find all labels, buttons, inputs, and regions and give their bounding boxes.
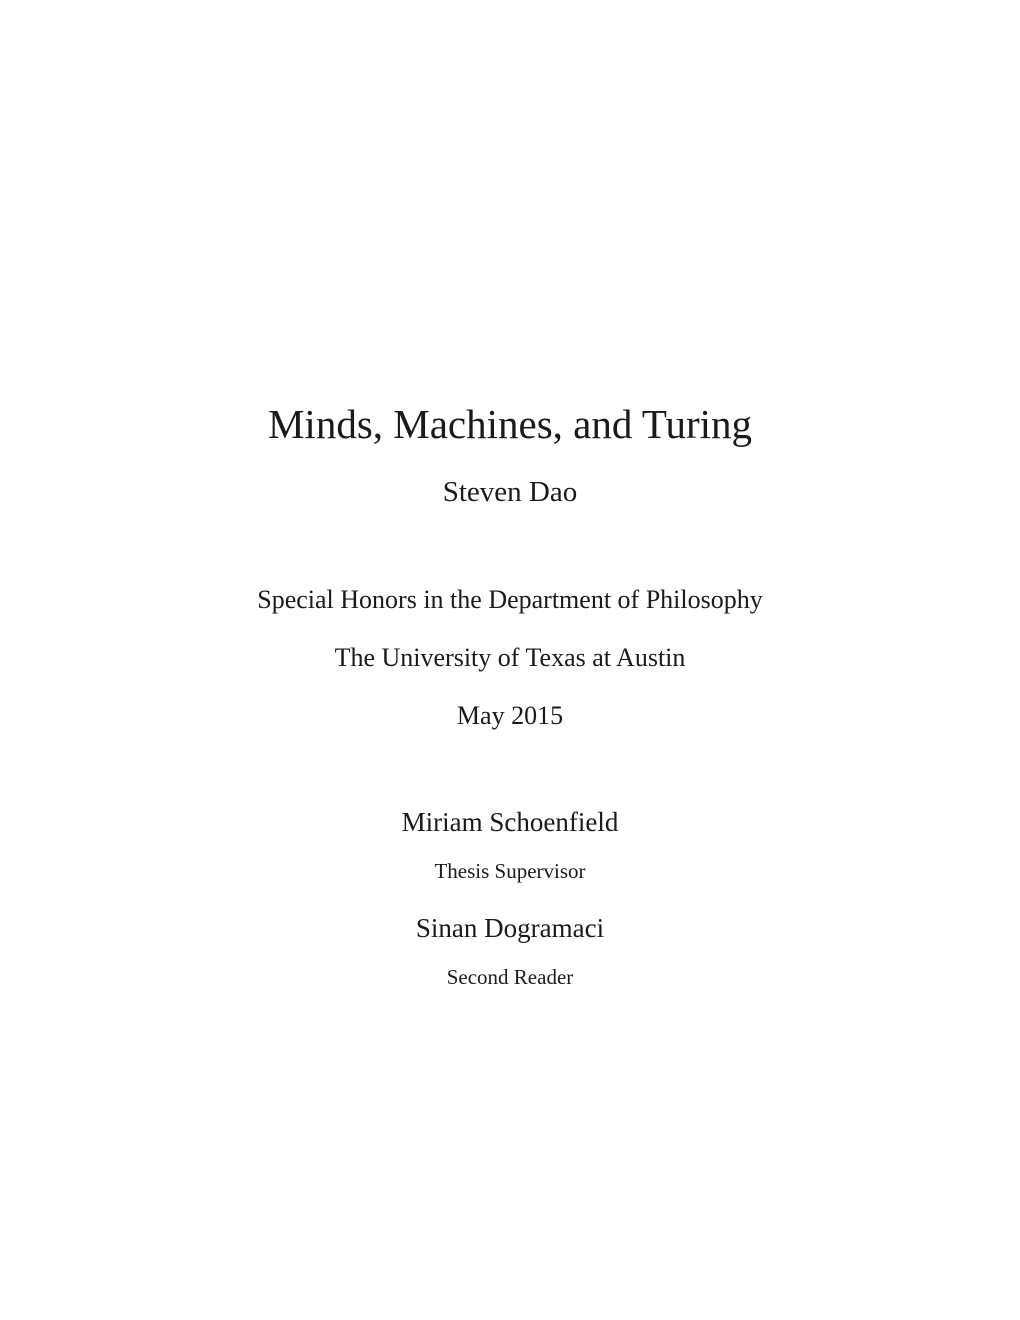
supervisor-role: Thesis Supervisor [434, 859, 586, 883]
honors-statement: Special Honors in the Department of Philosophy [257, 585, 763, 614]
university-name: The University of Texas at Austin [334, 643, 686, 672]
reader-role: Second Reader [446, 965, 574, 989]
reader-name: Sinan Dogramaci [415, 913, 605, 943]
thesis-title: Minds, Machines, and Turing [267, 401, 753, 447]
supervisor-name: Miriam Schoenfield [401, 807, 619, 837]
author-name: Steven Dao [442, 476, 578, 508]
submission-date: May 2015 [456, 701, 564, 730]
